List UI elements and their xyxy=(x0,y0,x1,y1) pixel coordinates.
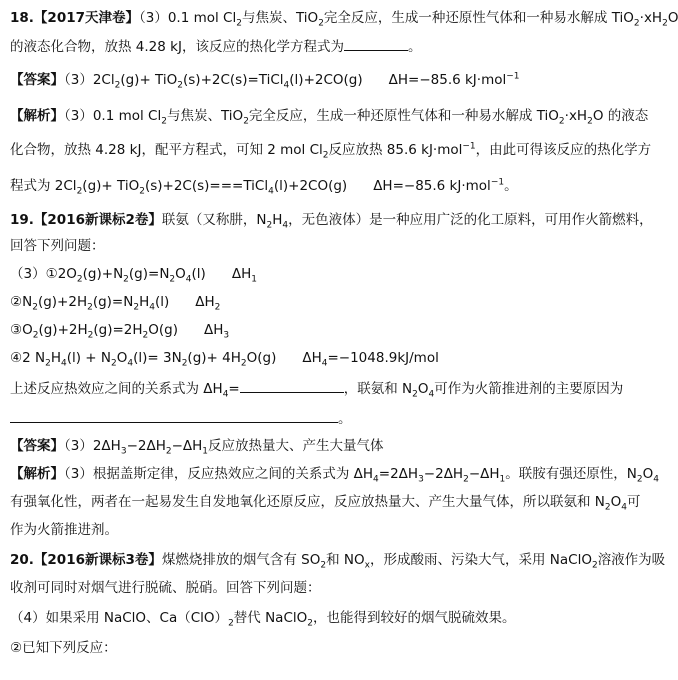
answer-tag: 【答案】 xyxy=(10,72,64,88)
q19-analysis-2: 有强氧化性，两者在一起易发生自发地氧化还原反应，反应放热量大、产生大量气体，所以联氨和 $N_2O_4$可 xyxy=(10,494,641,513)
q18-analysis-3: 程式为 $2Cl_2(g)+$ TiO$_2$(s)+2C(s)===TiCl$_4$(l)+2CO(g) ΔH=−85.6 kJ·mol$^{-1}$。 xyxy=(10,177,518,197)
q18-number: 18. xyxy=(10,10,34,26)
q19-question: 上述反应热效应之间的关系式为 $\Delta H_4=$ ，联氨和 $N_2O_4$可作为火箭推进剂的主要原因为 xyxy=(10,378,632,399)
q18-line-1: 18.【2017天津卷】（3）0.1 mol $Cl_2$与焦炭、TiO$_2$完全反应，生成一种还原性气体和一种易水解成 $TiO_2\cdot xH_2O$ xyxy=(10,10,678,29)
q20-line-3: （4）如果采用 NaClO、$Ca(ClO)_2$替代 NaClO$_2$，也能得到较好的烟气脱硫效果。 xyxy=(10,610,516,629)
q20-line-1: 20.【2016新课标3卷】煤燃烧排放的烟气含有 $SO_2$和 $NO_x$，形成酸雨、污染大气，采用 NaClO$_2$溶液作为吸 xyxy=(10,552,666,571)
reaction-3: $③O_2(g)+2H_2(g)=2H_2O(g)$ $\Delta H_3$ xyxy=(10,322,230,341)
reaction-2: $②N_2(g)+2H_2(g)=N_2H_4(l)$ $\Delta H_2$ xyxy=(10,294,221,313)
q19-analysis-3: 作为火箭推进剂。 xyxy=(10,522,118,538)
q19-question-blank: 。 xyxy=(10,408,632,429)
q20-line-4: ②已知下列反应： xyxy=(10,640,117,656)
analysis-tag: 【解析】 xyxy=(10,466,64,482)
q18-analysis-2: 化合物，放热 4.28 kJ，配平方程式，可知 2 mol $Cl_2$反应放热 85.6 kJ·mol$^{-1}$，由此可得该反应的热化学方 xyxy=(10,141,652,161)
q18-answer: 【答案】$(3)2Cl_2(g)+$ TiO$_2$(s)+2C(s)=TiCl$_4$(l)+2CO(g) ΔH=−85.6 kJ·mol$^{-1}$ xyxy=(10,71,520,91)
q19-line-2: 回答下列问题： xyxy=(10,238,105,254)
q18-analysis-1: 【解析】（3）0.1 mol $Cl_2$与焦炭、TiO$_2$完全反应，生成一种还原性气体和一种易水解成 $TiO_2\cdot xH_2O$ 的液态 xyxy=(10,108,649,127)
q18-source: 【2017天津卷】 xyxy=(33,10,139,26)
q19-analysis-1: 【解析】（3）根据盖斯定律，反应热效应之间的关系式为 $\Delta H_4=2\Delta H_3-2\Delta H_2-\Delta H_1$。联胺有强还原性，$N_2O_4$ xyxy=(10,466,659,485)
q20-source: 20.【2016新课标3卷】 xyxy=(10,552,162,568)
answer-blank xyxy=(240,378,344,393)
answer-tag: 【答案】 xyxy=(10,438,64,454)
answer-blank xyxy=(10,408,338,423)
answer-blank xyxy=(344,36,408,51)
q19-source: 19.【2016新课标2卷】 xyxy=(10,212,162,228)
q19-answer: 【答案】$(3)2\Delta H_3-2\Delta H_2-\Delta H_1$反应放热量大、产生大量气体 xyxy=(10,438,384,457)
q20-line-2: 收剂可同时对烟气进行脱硫、脱硝。回答下列问题： xyxy=(10,580,321,596)
q18-line-2: 的液态化合物，放热 4.28 kJ，该反应的热化学方程式为 。 xyxy=(10,36,632,57)
reaction-4: ④2 $N_2H_4(l) + N_2O_4(l)= 3N_2(g)+ 4H_2O(g)$ $\Delta H_4=-1048.9kJ$/mol xyxy=(10,350,439,369)
q19-line-1: 19.【2016新课标2卷】联氨（又称肼，$N_2H_4$，无色液体）是一种应用广泛的化工原料，可用作火箭燃料， xyxy=(10,212,653,231)
reaction-1: $(3)①2O_2(g)+N_2(g)=N_2O_4(l)$ $\Delta H_1$ xyxy=(10,266,257,285)
analysis-tag: 【解析】 xyxy=(10,108,64,124)
